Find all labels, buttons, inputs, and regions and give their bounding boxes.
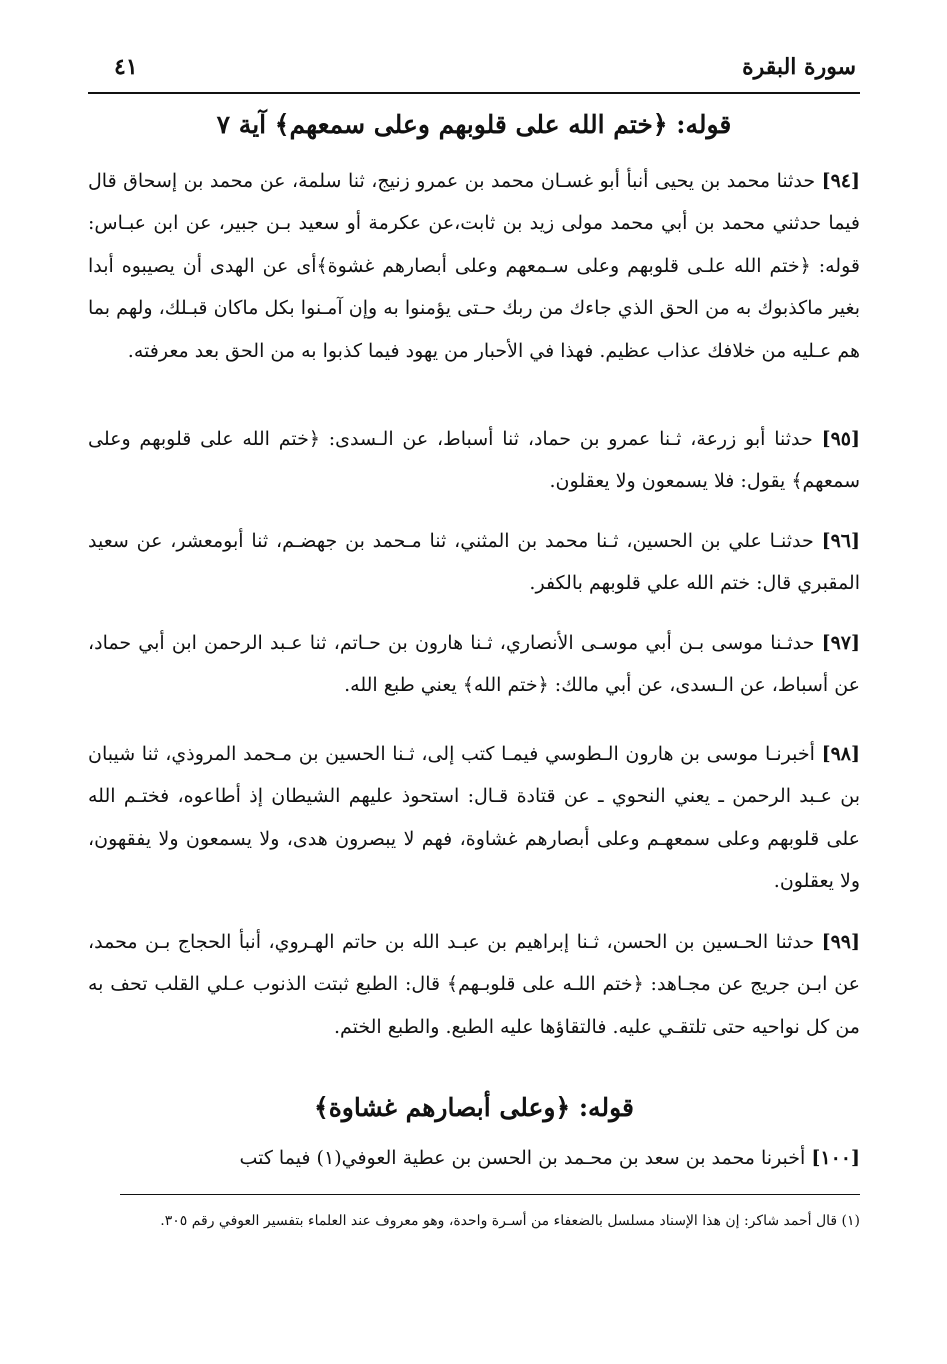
hadith-number: [٩٨] bbox=[821, 743, 860, 765]
hadith-paragraph-97 bbox=[88, 622, 860, 707]
hadith-number: [٩٧] bbox=[821, 632, 860, 654]
book-page bbox=[88, 38, 860, 1338]
footnote-divider bbox=[120, 1194, 860, 1195]
hadith-paragraph-98 bbox=[88, 733, 860, 903]
page-number: ٤١ bbox=[114, 54, 138, 80]
hadith-number: [١٠٠] bbox=[811, 1147, 860, 1169]
hadith-paragraph-95 bbox=[88, 418, 860, 503]
hadith-number: [٩٦] bbox=[821, 530, 861, 552]
hadith-paragraph-100 bbox=[88, 1137, 860, 1179]
hadith-text: حدثنا محمد بن يحيى أنبأ أبو غسـان محمد بن عمرو زنيج، ثنا سلمة، عن محمد بن إسحاق قال فيما حدثني محمد بن أبي محمد مولى زيد بن ثابت،عن عكرمة أو سعيد بـن جبير، عن ابن عبـاس: قوله: ﴿ختم الله علـى قلوبهم وعلى سـمعهم وعلى أبصارهم غشوة﴾أى عن الهدى أن يصيبوه أبدا بغير ماكذبوك به من الحق الذي جاءك من ربك حـتى يؤمنوا به وإن آمـنوا بكل ماكان قبـلك، ولهم بما هم عـليه من خلافك عذاب عظيم. فهذا في الأحبار من يهود فيما كذبوا به من الحق بعد معرفته. bbox=[88, 170, 860, 362]
section-heading-verse-7: قوله: ﴿ختم الله على قلوبهم وعلى سمعهم﴾ آية ٧ bbox=[216, 110, 732, 139]
hadith-text: حدثـنا موسى بـن أبي موسـى الأنصاري، ثـنا هارون بن حـاتم، ثنا عـبد الرحمن ابن أبي حماد، عن أسباط، عن الـسدى، عن أبي مالك: ﴿ختم الله﴾ يعني طبع الله. bbox=[88, 632, 860, 697]
hadith-text: أخبرنا محمد بن سعد بن محـمد بن الحسن بن عطية العوفي(١) فيما كتب bbox=[239, 1147, 806, 1169]
hadith-text: حدثنـا علي بن الحسين، ثـنا محمد بن المثني، ثنا مـحمد بن جهضـم، ثنا أبومعشر، عن سعيد المقبري قال: ختم الله علي قلوبهم بالكفر. bbox=[88, 530, 860, 595]
hadith-number: [٩٤] bbox=[821, 170, 860, 192]
footnote: (١) قال أحمد شاكر: إن هذا الإسناد مسلسل بالضعفاء من أسـرة واحدة، وهو معروف عند العلماء بتفسير العوفي رقم ٣٠٥. bbox=[160, 1213, 860, 1229]
page-header bbox=[88, 52, 860, 94]
hadith-text: حدثنا الحـسين بن الحسن، ثـنا إبراهيم بن عبـد الله بن حاتم الهـروي، أنبأ الحجاج بـن محمد، عن ابـن جريج عن مجـاهد: ﴿ختم اللـه على قلوبـهم﴾ قال: الطبع ثبتت الذنوب عـلي القلب تحف به من كل نواحيه حتى تلتقـي عليه. فالتقاؤها عليه الطبع. والطبع الختم. bbox=[88, 931, 860, 1038]
hadith-text: حدثنا أبو زرعة، ثـنا عمرو بن حماد، ثنا أسباط، عن الـسدى: ﴿ختم الله على قلوبهم وعلى سمعهم﴾ يقول: فلا يسمعون ولا يعقلون. bbox=[88, 428, 860, 493]
hadith-paragraph-94 bbox=[88, 160, 860, 372]
section-heading-ghishawa: قوله: ﴿وعلى أبصارهم غشاوة﴾ bbox=[314, 1093, 634, 1122]
hadith-paragraph-99 bbox=[88, 921, 860, 1048]
hadith-number: [٩٩] bbox=[821, 931, 860, 953]
surah-name: سورة البقرة bbox=[742, 54, 856, 80]
hadith-number: [٩٥] bbox=[821, 428, 860, 450]
hadith-text: أخبرنـا موسى بن هارون الـطوسي فيمـا كتب إلى، ثـنا الحسين بن مـحمد المروذي، ثنا شيبان بن عـبد الرحمن ـ يعني النحوي ـ عن قتادة قـال: استحوذ عليهم الشيطان إذ أطاعوه، فختـم الله على قلوبهم وعلى سمعهـم وعلى أبصارهم غشاوة، فهم لا يبصرون هدى، ولا يسمعون ولا يفقهون، ولا يعقلون. bbox=[88, 743, 860, 893]
hadith-paragraph-96 bbox=[88, 520, 860, 605]
